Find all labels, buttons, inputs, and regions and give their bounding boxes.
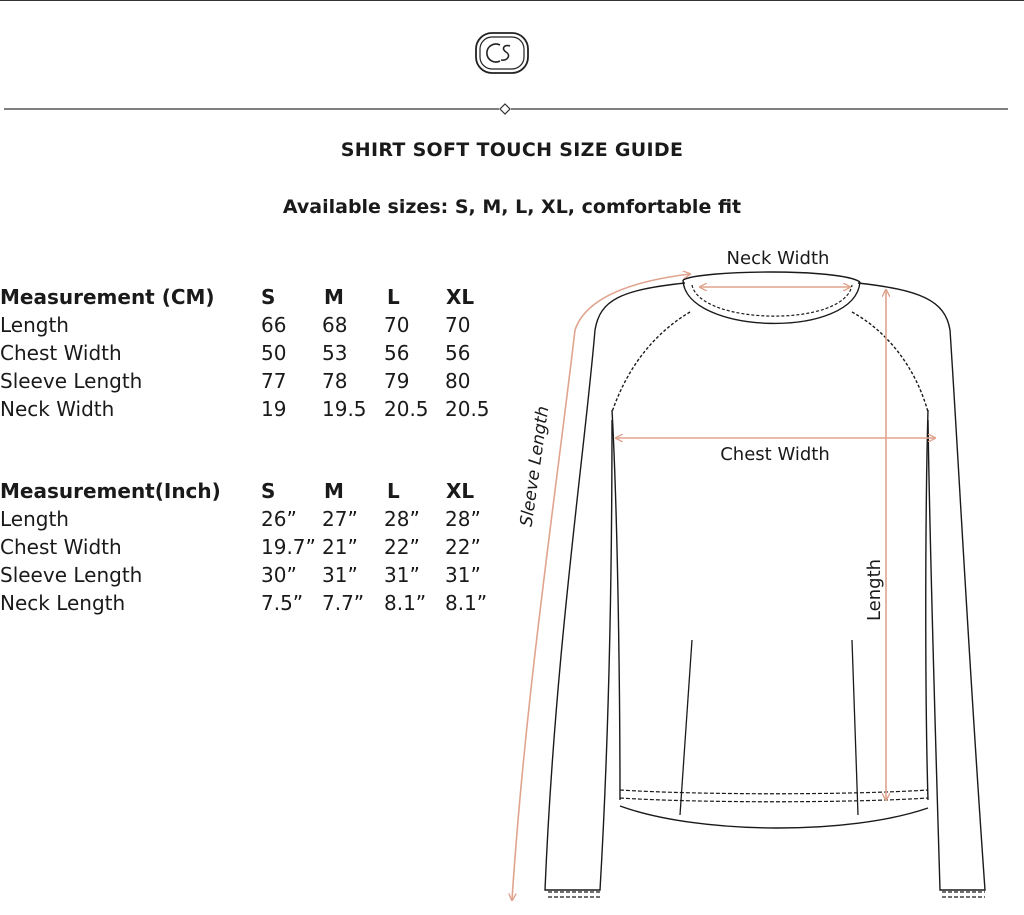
table-cell: 68 (322, 313, 348, 337)
sleeve-length-arrow (512, 274, 690, 900)
cs-monogram-icon (474, 31, 530, 75)
row-label: Neck Width (0, 397, 115, 421)
column-header: Measurement (CM) (0, 285, 215, 309)
shirt-outline-illustration (495, 240, 1024, 911)
table-cell: 19 (261, 397, 287, 421)
table-cell: 27” (322, 507, 358, 531)
column-header: S (261, 285, 276, 309)
neck-width-label: Neck Width (726, 248, 830, 269)
table-cell: 66 (261, 313, 287, 337)
table-cell: 31” (445, 563, 481, 587)
column-header: M (324, 479, 344, 503)
table-cell: 28” (445, 507, 481, 531)
column-header: M (324, 285, 344, 309)
table-cell: 53 (322, 341, 348, 365)
table-cell: 19.7” (261, 535, 316, 559)
table-cell: 20.5 (445, 397, 490, 421)
page-subtitle: Available sizes: S, M, L, XL, comfortable fit (282, 196, 742, 218)
column-header: XL (446, 479, 475, 503)
header-divider (4, 100, 1008, 112)
table-cell: 8.1” (384, 591, 427, 615)
table-cell: 50 (261, 341, 287, 365)
table-cell: 56 (445, 341, 471, 365)
table-cell: 22” (445, 535, 481, 559)
column-header: L (387, 479, 400, 503)
column-header: Measurement(Inch) (0, 479, 221, 503)
table-cell: 79 (384, 369, 410, 393)
row-label: Chest Width (0, 341, 122, 365)
row-label: Sleeve Length (0, 369, 143, 393)
length-label: Length (864, 558, 885, 622)
sleeve-length-label: Sleeve Length (516, 404, 554, 528)
column-header: S (261, 479, 276, 503)
table-cell: 7.5” (261, 591, 304, 615)
table-cell: 31” (322, 563, 358, 587)
row-label: Sleeve Length (0, 563, 143, 587)
table-cell: 22” (384, 535, 420, 559)
table-cell: 26” (261, 507, 297, 531)
table-cell: 78 (322, 369, 348, 393)
page-title: SHIRT SOFT TOUCH SIZE GUIDE (340, 139, 684, 161)
table-cell: 77 (261, 369, 287, 393)
table-cell: 70 (445, 313, 471, 337)
row-label: Chest Width (0, 535, 122, 559)
shirt-diagram (495, 240, 1024, 911)
top-rule (0, 0, 1024, 1)
table-cell: 30” (261, 563, 297, 587)
brand-logo (474, 31, 530, 75)
column-header: L (387, 285, 400, 309)
row-label: Length (0, 507, 69, 531)
column-header: XL (446, 285, 475, 309)
table-cell: 19.5 (322, 397, 367, 421)
chest-width-label: Chest Width (720, 444, 830, 465)
row-label: Length (0, 313, 69, 337)
row-label: Neck Length (0, 591, 126, 615)
table-cell: 80 (445, 369, 471, 393)
table-cell: 21” (322, 535, 358, 559)
table-cell: 8.1” (445, 591, 488, 615)
table-cell: 31” (384, 563, 420, 587)
table-cell: 28” (384, 507, 420, 531)
table-cell: 56 (384, 341, 410, 365)
table-cell: 20.5 (384, 397, 429, 421)
table-cell: 7.7” (322, 591, 365, 615)
table-cell: 70 (384, 313, 410, 337)
